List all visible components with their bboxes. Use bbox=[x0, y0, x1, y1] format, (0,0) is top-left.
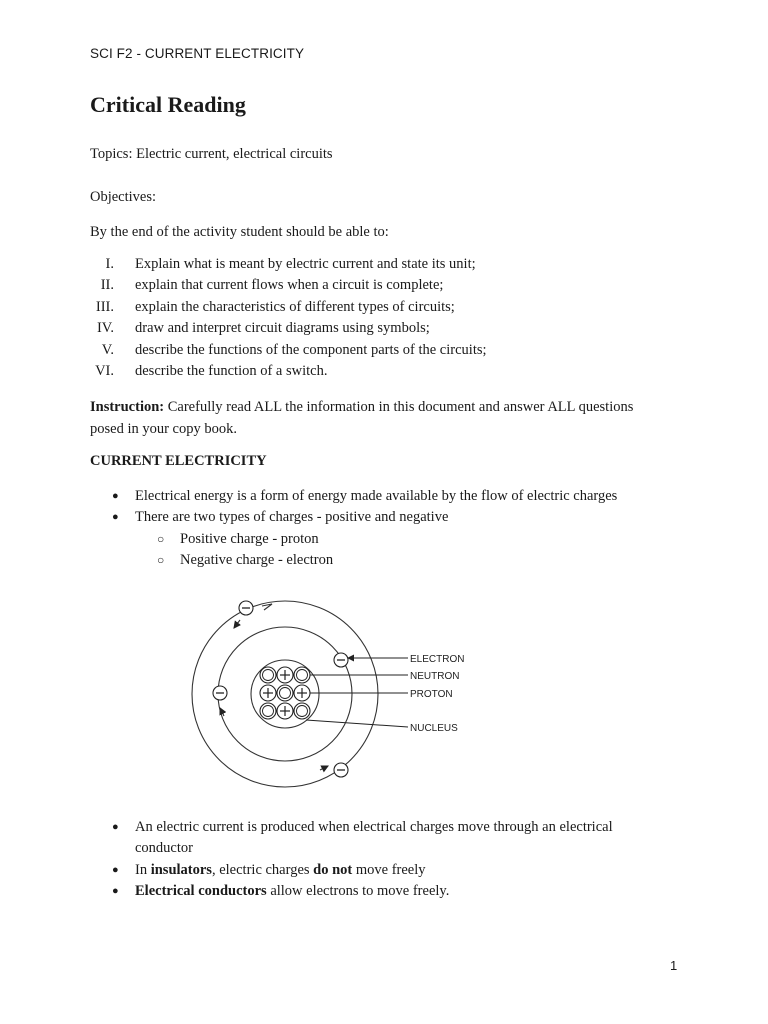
page-title: Critical Reading bbox=[90, 92, 246, 117]
neutron-icon bbox=[277, 685, 293, 701]
bullet-text: An electric current is produced when electrical charges move through an electrical conductor bbox=[135, 819, 613, 857]
topics-line: Topics: Electric current, electrical circuits bbox=[90, 146, 333, 162]
sub-bullet-text: Negative charge - electron bbox=[180, 552, 334, 569]
bullet-text: Electrical energy is a form of energy made available by the flow of electric charges bbox=[135, 488, 618, 504]
objective-text: describe the function of a switch. bbox=[135, 362, 328, 379]
nucleus-label: NUCLEUS bbox=[410, 723, 458, 734]
orbit-arrow-icon bbox=[262, 604, 272, 610]
bullet-icon: ● bbox=[112, 885, 119, 898]
objectives-label: Objectives: bbox=[90, 189, 157, 205]
orbit-arrow-icon bbox=[234, 620, 240, 628]
instruction-text: Carefully read ALL the information in this document and answer ALL questions posed in your copy book. bbox=[90, 399, 634, 437]
electron-icon bbox=[334, 653, 348, 667]
proton-label: PROTON bbox=[410, 689, 453, 700]
proton-icon bbox=[277, 703, 293, 719]
proton-icon bbox=[294, 685, 310, 701]
neutron-label: NEUTRON bbox=[410, 671, 460, 682]
electron-label: ELECTRON bbox=[410, 654, 465, 665]
list-item bbox=[90, 486, 617, 507]
bullet-text-post: allow electrons to move freely. bbox=[266, 883, 450, 900]
electron-icon bbox=[239, 601, 253, 615]
list-item bbox=[90, 881, 655, 902]
neutron-icon bbox=[294, 667, 310, 683]
bullet-icon: ● bbox=[112, 863, 119, 876]
nucleus-leader-line bbox=[306, 720, 408, 727]
bullet-icon: ● bbox=[112, 821, 119, 833]
instruction-paragraph bbox=[90, 397, 670, 440]
document-header: SCI F2 - CURRENT ELECTRICITY bbox=[90, 46, 305, 61]
objective-number: VI. bbox=[95, 362, 114, 379]
objective-number: III. bbox=[95, 298, 114, 315]
sub-list-item bbox=[90, 550, 617, 571]
objective-number: II. bbox=[100, 277, 114, 294]
do-not-emphasis: do not bbox=[313, 861, 353, 878]
orbit-arrow-icon bbox=[320, 766, 328, 770]
sub-bullet-text: Positive charge - proton bbox=[180, 530, 319, 547]
charge-bullet-list bbox=[90, 486, 617, 572]
neutron-icon bbox=[294, 703, 310, 719]
objective-number: IV. bbox=[96, 320, 114, 337]
bullet-icon: ● bbox=[112, 490, 119, 502]
instruction-label: Instruction: bbox=[90, 399, 165, 415]
bullet-text-pre: In bbox=[135, 861, 151, 878]
bullet-text: There are two types of charges - positive and negative bbox=[135, 509, 449, 526]
neutron-icon bbox=[260, 703, 276, 719]
hollow-bullet-icon: ○ bbox=[157, 553, 165, 568]
objective-text: describe the functions of the component parts of the circuits; bbox=[135, 341, 487, 358]
insulators-term: insulators bbox=[150, 861, 212, 878]
objective-text: explain the characteristics of different types of circuits; bbox=[135, 298, 455, 315]
list-item bbox=[90, 860, 655, 881]
electron-icon bbox=[213, 686, 227, 700]
electron-icon bbox=[334, 763, 348, 777]
bullet-icon: ● bbox=[112, 511, 119, 524]
conductor-bullet-list bbox=[90, 817, 655, 903]
hollow-bullet-icon: ○ bbox=[157, 531, 165, 546]
page-number: 1 bbox=[670, 958, 678, 973]
objective-number: I. bbox=[105, 256, 114, 272]
proton-icon bbox=[260, 685, 276, 701]
objective-text: draw and interpret circuit diagrams using symbols; bbox=[135, 320, 430, 337]
proton-icon bbox=[277, 667, 293, 683]
atom-diagram bbox=[180, 590, 480, 795]
list-item bbox=[90, 507, 617, 528]
conductors-term: Electrical conductors bbox=[135, 883, 267, 900]
objectives-intro: By the end of the activity student should be able to: bbox=[90, 224, 389, 240]
neutron-icon bbox=[260, 667, 276, 683]
bullet-text-post: move freely bbox=[352, 861, 426, 878]
objective-number: V. bbox=[101, 341, 114, 358]
objective-text: explain that current flows when a circuit is complete; bbox=[135, 277, 444, 294]
bullet-text-mid: , electric charges bbox=[211, 861, 314, 878]
sub-list-item bbox=[90, 529, 617, 550]
list-item bbox=[90, 817, 655, 860]
objective-text: Explain what is meant by electric current and state its unit; bbox=[135, 256, 476, 272]
section-heading: CURRENT ELECTRICITY bbox=[90, 453, 267, 469]
